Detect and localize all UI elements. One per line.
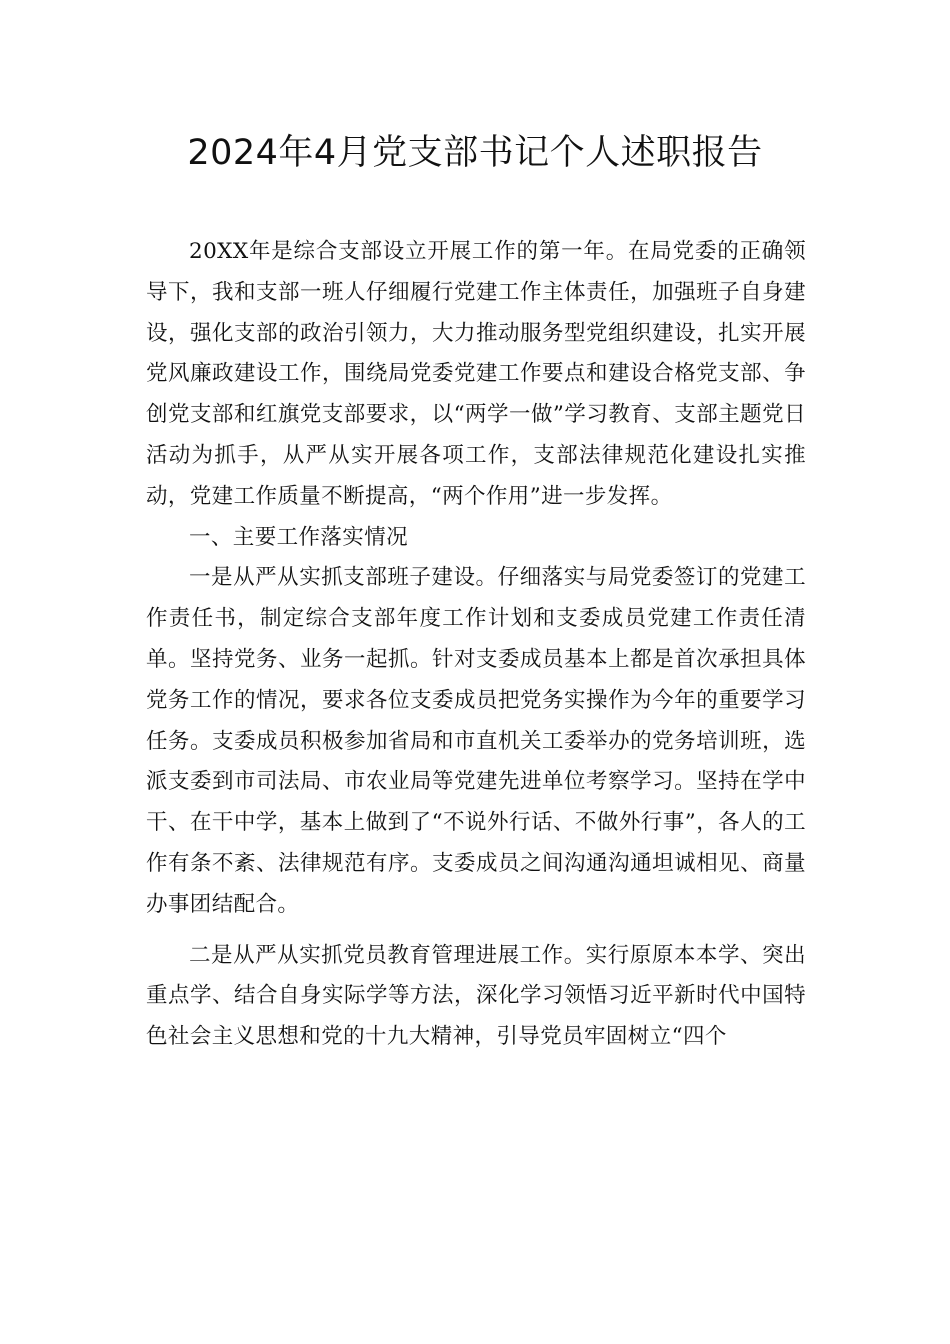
paragraph-item-2: 二是从严从实抓党员教育管理进展工作。实行原原本本学、突出重点学、结合自身实际学等方法，深化学习领悟习近平新时代中国特色社会主义思想和党的十九大精神，引导党员牢固树立“四个 xyxy=(146,942,806,1050)
paragraph-intro: 20XX年是综合支部设立开展工作的第一年。在局党委的正确领导下，我和支部一班人仔细履行党建工作主体责任，加强班子自身建设，强化支部的政治引领力，大力推动服务型党组织建设，扎实开展党风廉政建设工作，围绕局党委党建工作要点和建设合格党支部、争创党支部和红旗党支部要求，以“两学一做”学习教育、支部主题党日活动为抓手，从严从实开展各项工作，支部法律规范化建设扎实推动，党建工作质量不断提高，“两个作用”进一步发挥。 xyxy=(146,239,806,509)
document-title: 2024年4月党支部书记个人述职报告 xyxy=(187,133,763,173)
document-body xyxy=(146,232,806,1058)
section-heading: 一、主要工作落实情况 xyxy=(189,524,409,550)
paragraph-item-1: 一是从严从实抓支部班子建设。仔细落实与局党委签订的党建工作责任书，制定综合支部年度工作计划和支委成员党建工作责任清单。坚持党务、业务一起抓。针对支委成员基本上都是首次承担具体党务工作的情况，要求各位支委成员把党务实操作为今年的重要学习任务。支委成员积极参加省局和市直机关工委举办的党务培训班，选派支委到市司法局、市农业局等党建先进单位考察学习。坚持在学中干、在干中学，基本上做到了“不说外行话、不做外行事”，各人的工作有条不紊、法律规范有序。支委成员之间沟通沟通坦诚相见、商量办事团结配合。 xyxy=(146,565,806,917)
